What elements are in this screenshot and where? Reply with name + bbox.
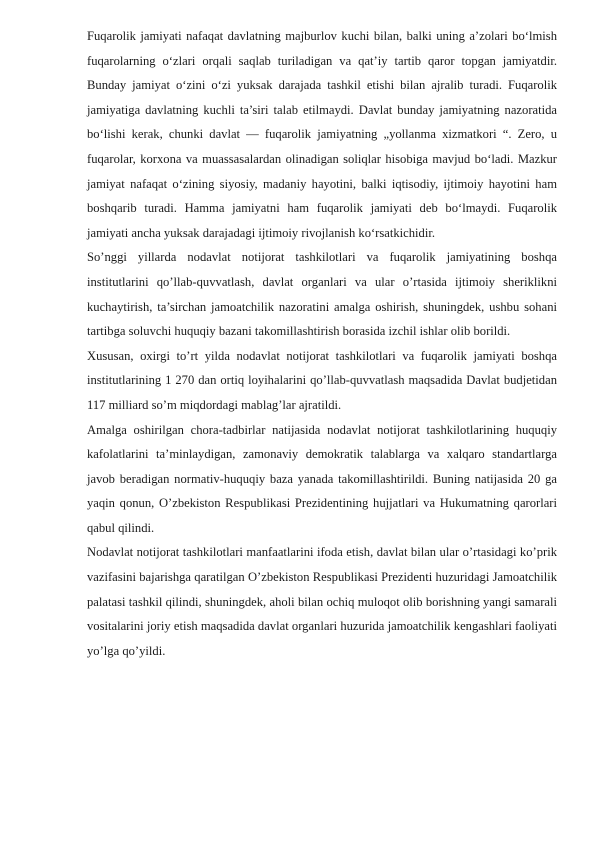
document-page bbox=[87, 24, 557, 663]
paragraph-budget-funding: Xususan, oxirgi to’rt yilda nodavlat notijorat tashkilotlari va fuqarolik jamiyati boshqa institutlarining 1 270 dan ortiq loyihalarini qo’llab-quvvatlash maqsadida Davlat budjetidan 117 milliard so’m miqdordagi mablag’lar ajratildi. bbox=[87, 348, 557, 412]
paragraph-civil-society-definition: Fuqarolik jamiyati nafaqat davlatning majburlov kuchi bilan, balki uning a’zolari bo‘lmish fuqarolarning o‘zlari orqali saqlab turiladigan va qat’iy tartib qaror topgan jamiyatdir. Bunday jamiyat o‘zini o‘zi yuksak darajada tashkil etishi bilan ajralib turadi. Fuqarolik jamiyatiga davlatning kuchli ta’siri talab etilmaydi. Davlat bunday jamiyatning nazoratida bo‘lishi kerak, chunki davlat — fuqarolik jamiyatning „yollanma xizmatkori “. Zero, u fuqarolar, korxona va muassasalardan olinadigan soliqlar hisobiga mavjud bo‘ladi. Mazkur jamiyat nafaqat o‘zining siyosiy, madaniy hayotini, balki iqtisodiy, ijtimoiy hayotini ham boshqarib turadi. Hamma jamiyatni ham fuqarolik jamiyati deb bo‘lmaydi. Fuqarolik jamiyati ancha yuksak darajadagi ijtimoiy rivojlanish ko‘rsatkichidir. bbox=[87, 29, 557, 240]
paragraph-legal-base: Amalga oshirilgan chora-tadbirlar natijasida nodavlat notijorat tashkilotlarining huquqiy kafolatlarini ta’minlaydigan, zamonaviy demokratik talablarga va xalqaro standartlarga javob beradigan normativ-huquqiy baza yanada takomillashtirildi. Buning natijasida 20 ga yaqin qonun, O’zbekiston Respublikasi Prezidentining hujjatlari va Hukumatning qarorlari qabul qilindi. bbox=[87, 422, 557, 535]
paragraph-recent-work: So’nggi yillarda nodavlat notijorat tashkilotlari va fuqarolik jamiyatining boshqa institutlarini qo’llab-quvvatlash, davlat organlari va ular o’rtasida ijtimoiy sheriklikni kuchaytirish, ta’sirchan jamoatchilik nazoratini amalga oshirish, shuningdek, ushbu sohani tartibga soluvchi huquqiy bazani takomillashtirish borasida izchil ishlar olib borildi. bbox=[87, 250, 557, 339]
paragraph-public-chamber: Nodavlat notijorat tashkilotlari manfaatlarini ifoda etish, davlat bilan ular o’rtasidagi ko’prik vazifasini bajarishga qaratilgan O’zbekiston Respublikasi Prezidenti huzuridagi Jamoatchilik palatasi tashkil qilindi, shuningdek, aholi bilan ochiq muloqot olib borishning yangi samarali vositalarini joriy etish maqsadida davlat organlari huzurida jamoatchilik kengashlari faoliyati yo’lga qo’yildi. bbox=[87, 545, 557, 658]
